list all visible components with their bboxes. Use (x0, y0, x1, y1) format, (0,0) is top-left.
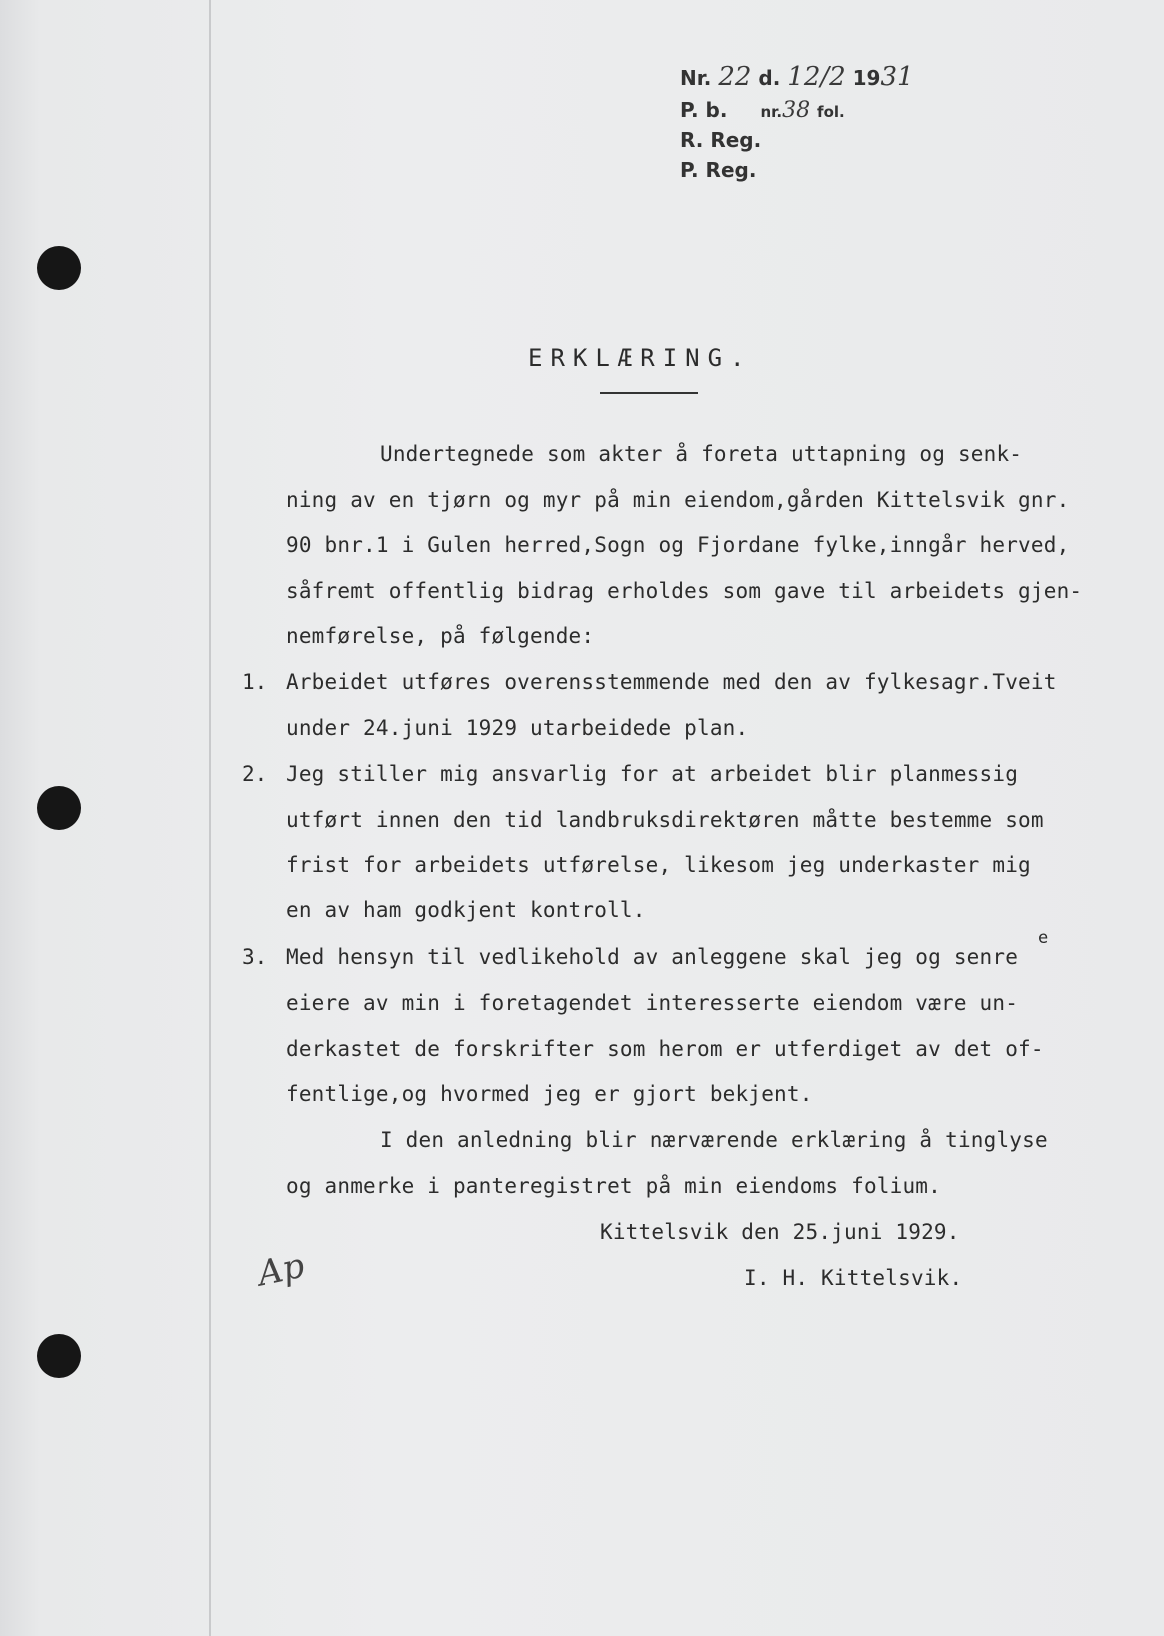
stamp-nr-value: 22 (718, 62, 752, 92)
closing-line: og anmerke i panteregistret på min eiendoms folium. (286, 1174, 941, 1198)
stamp-preg-label: P. Reg. (680, 158, 757, 182)
punch-hole (37, 246, 81, 290)
stamp-pb-nr-label: nr. (760, 103, 783, 121)
punch-hole (37, 786, 81, 830)
item-line: under 24.juni 1929 utarbeidede plan. (286, 716, 749, 740)
closing-line: I den anledning blir nærværende erklæring å tinglyse (380, 1128, 1048, 1152)
item-line: en av ham godkjent kontroll. (286, 898, 646, 922)
intro-line: 90 bnr.1 i Gulen herred,Sogn og Fjordane fylke,inngår herved, (286, 533, 1070, 557)
place-date: Kittelsvik den 25.juni 1929. (600, 1220, 960, 1244)
stamp-d-label: d. (758, 66, 781, 90)
item-line: Arbeidet utføres overensstemmende med den av fylkesagr.Tveit (286, 670, 1057, 694)
item-line: fentlige,og hvormed jeg er gjort bekjent. (286, 1082, 813, 1106)
handwritten-initials: Ap (254, 1245, 308, 1295)
item-number: 2. (242, 762, 268, 786)
document-title: ERKLÆRING. (528, 344, 753, 372)
intro-line: såfremt offentlig bidrag erholdes som gave til arbeidets gjen- (286, 579, 1083, 603)
item-line: derkastet de forskrifter som herom er utferdiget av det of- (286, 1037, 1044, 1061)
item-number: 1. (242, 670, 268, 694)
margin-line (209, 0, 211, 1636)
item-line: Med hensyn til vedlikehold av anleggene skal jeg og senre (286, 945, 1019, 969)
item-line: frist for arbeidets utførelse, likesom jeg underkaster mig (286, 853, 1031, 877)
intro-line: Undertegnede som akter å foreta uttapning og senk- (380, 442, 1023, 466)
item-number: 3. (242, 945, 268, 969)
stamp-rreg-label: R. Reg. (680, 128, 762, 152)
intro-line: ning av en tjørn og myr på min eiendom,gården Kittelsvik gnr. (286, 488, 1070, 512)
item-line: Jeg stiller mig ansvarlig for at arbeidet blir planmessig (286, 762, 1019, 786)
stamp-pb-nr-value: 38 (782, 98, 811, 123)
title-underline (600, 392, 698, 394)
punch-hole (37, 1334, 81, 1378)
stamp-nr-label: Nr. (680, 66, 712, 90)
stamp-year-prefix: 19 (852, 66, 881, 90)
stamp-pb-label: P. b. (680, 98, 728, 122)
intro-line: nemførelse, på følgende: (286, 624, 595, 648)
signature: I. H. Kittelsvik. (744, 1266, 963, 1290)
stamp-date-value: 12/2 (787, 62, 846, 92)
item-line: eiere av min i foretagendet interesserte eiendom være un- (286, 991, 1019, 1015)
superscript-e: e (1038, 928, 1049, 948)
stamp-fol-label: fol. (817, 103, 845, 121)
stamp-year-hand: 31 (880, 62, 914, 92)
item-line: utført innen den tid landbruksdirektøren måtte bestemme som (286, 808, 1044, 832)
